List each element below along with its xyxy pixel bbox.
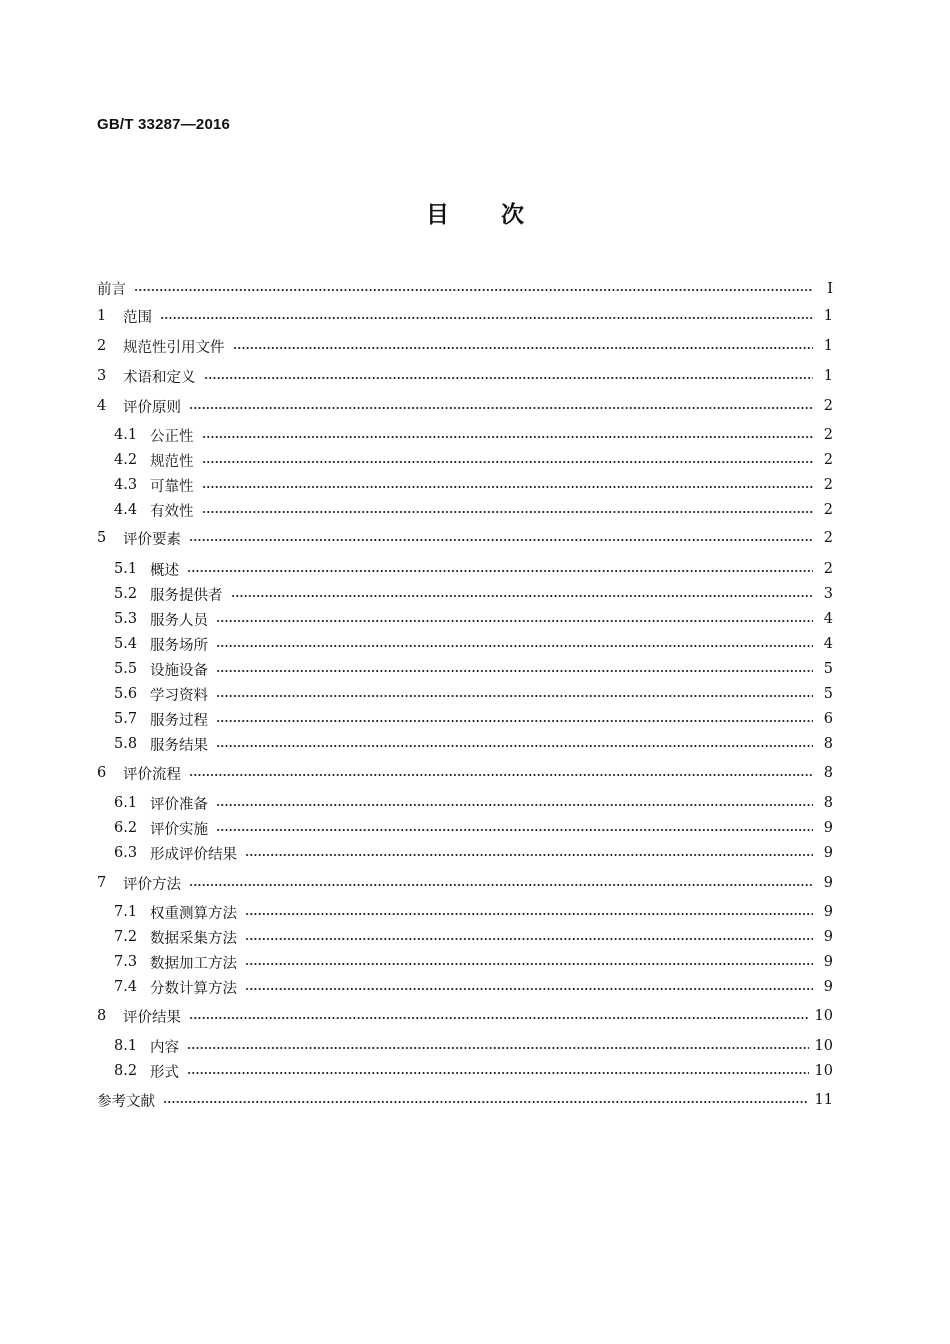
dot-leader [216,620,813,622]
toc-entry-page: 10 [814,1008,833,1024]
dot-leader [204,377,814,379]
dot-leader [202,461,814,463]
toc-entry-label: 评价方法 [123,876,181,893]
dot-leader [216,745,813,747]
dot-leader [216,670,813,672]
dot-leader [187,1047,809,1049]
toc-entry[interactable] [114,659,833,679]
toc-entry[interactable] [97,528,833,548]
toc-entry[interactable] [97,1090,833,1110]
dot-leader [245,988,813,990]
toc-entry-page: 5 [823,661,833,677]
toc-entry-page: 9 [823,979,833,995]
toc-entry-number: 3 [97,368,107,384]
toc-entry-page: 2 [823,427,833,443]
toc-entry[interactable] [114,684,833,704]
toc-entry-label: 范围 [123,309,152,326]
toc-entry[interactable] [97,278,833,298]
toc-entry-label: 评价要素 [123,531,181,548]
toc-entry-label: 内容 [150,1039,179,1056]
toc-entry-label: 前言 [97,281,126,298]
toc-entry[interactable] [114,902,833,922]
dot-leader [216,720,813,722]
toc-entry-number: 6.2 [114,820,138,836]
toc-entry-label: 参考文献 [97,1093,155,1110]
toc-entry[interactable] [97,763,833,783]
dot-leader [245,854,813,856]
toc-entry-number: 5.4 [114,636,138,652]
toc-entry-page: 1 [823,308,833,324]
toc-entry-page: 10 [814,1063,833,1079]
toc-entry-number: 1 [97,308,107,324]
toc-entry-number: 6 [97,765,107,781]
page-title: 目次 [426,202,576,228]
standard-code: GB/T 33287—2016 [97,116,231,133]
toc-entry[interactable] [114,450,833,470]
toc-entry-page: 9 [823,929,833,945]
dot-leader [189,774,813,776]
toc-entry-number: 5.3 [114,611,138,627]
toc-entry-page: 9 [823,954,833,970]
toc-entry-number: 5.7 [114,711,138,727]
dot-leader [187,1072,809,1074]
toc-entry[interactable] [114,977,833,997]
toc-entry-page: 5 [823,686,833,702]
toc-entry-page: 2 [823,398,833,414]
dot-leader [245,913,813,915]
toc-entry-page: I [827,279,833,297]
toc-entry-number: 6.1 [114,795,138,811]
dot-leader [231,595,814,597]
toc-entry-page: 2 [823,530,833,546]
toc-entry-label: 服务过程 [150,712,208,729]
toc-entry[interactable] [114,1061,833,1081]
toc-entry-number: 7.3 [114,954,138,970]
toc-entry[interactable] [114,927,833,947]
dot-leader [202,511,814,513]
toc-entry-page: 9 [823,820,833,836]
toc-entry-page: 3 [823,586,833,602]
toc-entry-page: 11 [814,1092,833,1108]
dot-leader [216,829,813,831]
dot-leader [216,695,813,697]
dot-leader [160,317,813,319]
dot-leader [245,938,813,940]
toc-entry-number: 5.5 [114,661,138,677]
toc-entry[interactable] [97,336,833,356]
toc-entry-number: 4.2 [114,452,138,468]
toc-entry[interactable] [114,559,833,579]
toc-entry-number: 8.1 [114,1038,138,1054]
dot-leader [134,289,813,291]
toc-entry-number: 4.4 [114,502,138,518]
toc-entry[interactable] [114,584,833,604]
dot-leader [216,804,813,806]
toc-entry-label: 服务人员 [150,612,208,629]
toc-entry-label: 规范性引用文件 [123,339,225,356]
toc-entry[interactable] [114,734,833,754]
toc-entry-page: 1 [823,338,833,354]
toc-entry[interactable] [97,396,833,416]
toc-entry-page: 9 [823,845,833,861]
toc-entry[interactable] [114,793,833,813]
toc-entry[interactable] [114,609,833,629]
toc-entry-number: 7 [97,875,107,891]
toc-entry-label: 评价原则 [123,399,181,416]
toc-entry-label: 评价流程 [123,766,181,783]
toc-entry[interactable] [114,634,833,654]
toc-entry-number: 8.2 [114,1063,138,1079]
toc-entry-page: 2 [823,561,833,577]
toc-entry-page: 6 [823,711,833,727]
toc-entry-number: 5.1 [114,561,138,577]
toc-entry-label: 术语和定义 [123,369,196,386]
toc-entry-page: 8 [823,765,833,781]
dot-leader [189,539,813,541]
toc-entry-label: 学习资料 [150,687,208,704]
toc-entry-page: 8 [823,736,833,752]
toc-entry-label: 公正性 [150,428,194,445]
toc-entry[interactable] [114,475,833,495]
toc-entry[interactable] [114,818,833,838]
toc-entry-page: 2 [823,477,833,493]
toc-entry-label: 分数计算方法 [150,980,237,997]
dot-leader [189,884,813,886]
dot-leader [202,486,814,488]
toc-entry[interactable] [97,306,833,326]
toc-entry-label: 权重测算方法 [150,905,237,922]
toc-entry-number: 7.4 [114,979,138,995]
toc-entry-number: 5.6 [114,686,138,702]
dot-leader [189,407,813,409]
toc-entry[interactable] [97,366,833,386]
toc-entry-number: 5 [97,530,107,546]
toc-entry[interactable] [114,952,833,972]
toc-entry-number: 5.8 [114,736,138,752]
toc-entry-label: 规范性 [150,453,194,470]
dot-leader [189,1017,809,1019]
toc-entry-label: 评价结果 [123,1009,181,1026]
toc-entry[interactable] [114,425,833,445]
dot-leader [233,347,814,349]
toc-entry-page: 1 [823,368,833,384]
dot-leader [163,1101,809,1103]
toc-entry-number: 6.3 [114,845,138,861]
toc-entry-number: 4.3 [114,477,138,493]
toc-entry-number: 8 [97,1008,107,1024]
toc-entry-label: 形成评价结果 [150,846,237,863]
toc-entry-label: 服务结果 [150,737,208,754]
toc-entry-label: 数据采集方法 [150,930,237,947]
toc-entry-page: 9 [823,904,833,920]
toc-entry-number: 2 [97,338,107,354]
toc-entry-page: 10 [814,1038,833,1054]
toc-entry-page: 2 [823,452,833,468]
toc-entry-label: 概述 [150,562,179,579]
toc-entry-label: 服务场所 [150,637,208,654]
toc-entry[interactable] [114,709,833,729]
toc-entry-number: 7.2 [114,929,138,945]
toc-entry-label: 数据加工方法 [150,955,237,972]
dot-leader [187,570,813,572]
toc-entry-number: 4 [97,398,107,414]
dot-leader [245,963,813,965]
toc-entry-page: 4 [823,636,833,652]
toc-entry-page: 4 [823,611,833,627]
toc-entry-label: 评价实施 [150,821,208,838]
dot-leader [216,645,813,647]
dot-leader [202,436,814,438]
toc-entry-page: 8 [823,795,833,811]
toc-entry[interactable] [97,873,833,893]
toc-entry-label: 设施设备 [150,662,208,679]
toc-entry-page: 2 [823,502,833,518]
toc-entry-label: 评价准备 [150,796,208,813]
toc-entry[interactable] [97,1006,833,1026]
toc-entry-label: 服务提供者 [150,587,223,604]
toc-entry-number: 5.2 [114,586,138,602]
toc-entry[interactable] [114,1036,833,1056]
toc-entry-label: 可靠性 [150,478,194,495]
toc-entry-number: 7.1 [114,904,138,920]
toc-entry[interactable] [114,843,833,863]
toc-entry-page: 9 [823,875,833,891]
toc-entry-label: 形式 [150,1064,179,1081]
toc-entry-label: 有效性 [150,503,194,520]
toc-entry-number: 4.1 [114,427,138,443]
toc-entry[interactable] [114,500,833,520]
